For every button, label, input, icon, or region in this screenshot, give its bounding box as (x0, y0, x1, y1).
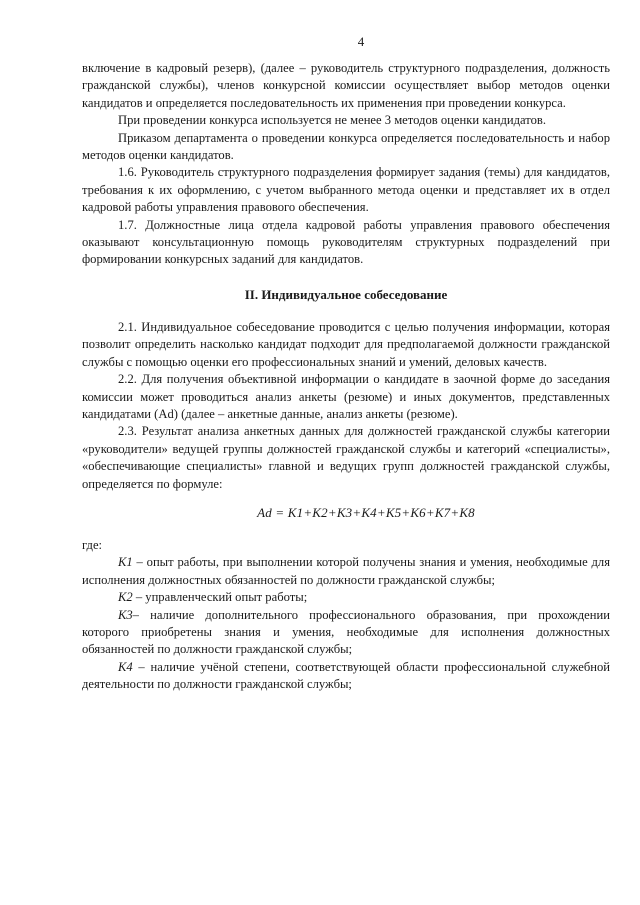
definition-k2 (82, 589, 610, 606)
definition-k4 (82, 659, 610, 694)
formula: Аd = К1+К2+К3+К4+К5+К6+К7+К8 (257, 504, 475, 520)
definition-text: – наличие учёной степени, соответствующей области профессиональной служебной деятельности по должности гражданской службы; (82, 659, 610, 692)
paragraph-2-2: 2.2. Для получения объективной информации о кандидате в заочной форме до заседания комиссии может проводиться анализ анкеты (резюме) и иных документов, представленных кандидатами (Аd) (далее – анкетные данные, анализ анкеты (резюме). (82, 372, 610, 421)
paragraph-1-6: 1.6. Руководитель структурного подразделения формирует задания (темы) для кандидатов, требования к их оформлению, с учетом выбранного метода оценки и представляет их в отдел кадровой работы управления правового обеспечения. (82, 165, 610, 215)
paragraph-continuation: включение в кадровый резерв), (далее – руководитель структурного подразделения, должность гражданской службы), членов конкурсной комиссии осуществляет выбор методов оценки кандидатов и определяется последовательность их применения при проведении конкурса. (82, 61, 610, 110)
paragraph-1-7: 1.7. Должностные лица отдела кадровой работы управления правового обеспечения оказывают консультационную помощь руководителям структурных подразделений при формировании конкурсных заданий для кандидатов. (82, 217, 610, 267)
paragraph-2-1: 2.1. Индивидуальное собеседование проводится с целью получения информации, которая позволит определить насколько кандидат подходит для предполагаемой должности гражданской службы с помощью оценки его профессиональных знаний и умений, деловых качеств. (82, 319, 610, 369)
definition-text: – наличие дополнительного профессионального образования, при прохождении которого приобретены знания и умения, необходимые для исполнения должностных обязанностей по должности гражданской службы; (82, 607, 610, 657)
paragraph-2-3: 2.3. Результат анализа анкетных данных для должностей гражданской службы категории «руководители» ведущей группы должностей гражданской службы и категорий «специалисты», «обеспечивающие специалисты» главной и ведущих групп должностей гражданской службы, определяется по формуле: (82, 424, 610, 491)
where-label: где: (82, 537, 103, 552)
definition-text: – управленческий опыт работы; (132, 590, 308, 605)
definition-symbol: К1 (118, 555, 133, 570)
page-number: 4 (357, 34, 365, 49)
section-title: II. Индивидуальное собеседование (244, 286, 448, 302)
definition-k3 (82, 607, 610, 659)
paragraph-methods-count: При проведении конкурса используется не менее 3 методов оценки кандидатов. (118, 113, 547, 128)
definition-symbol: К4 (118, 659, 133, 674)
paragraph-order: Приказом департамента о проведении конкурса определяется последовательность и набор методов оценки кандидатов. (82, 130, 610, 163)
definition-k1 (82, 554, 610, 589)
definition-text: – опыт работы, при выполнении которой получены знания и умения, необходимые для исполнения должностных обязанностей по должности гражданской службы; (82, 555, 610, 587)
definition-symbol: К2 (118, 590, 133, 605)
definition-symbol: К3 (118, 607, 133, 622)
